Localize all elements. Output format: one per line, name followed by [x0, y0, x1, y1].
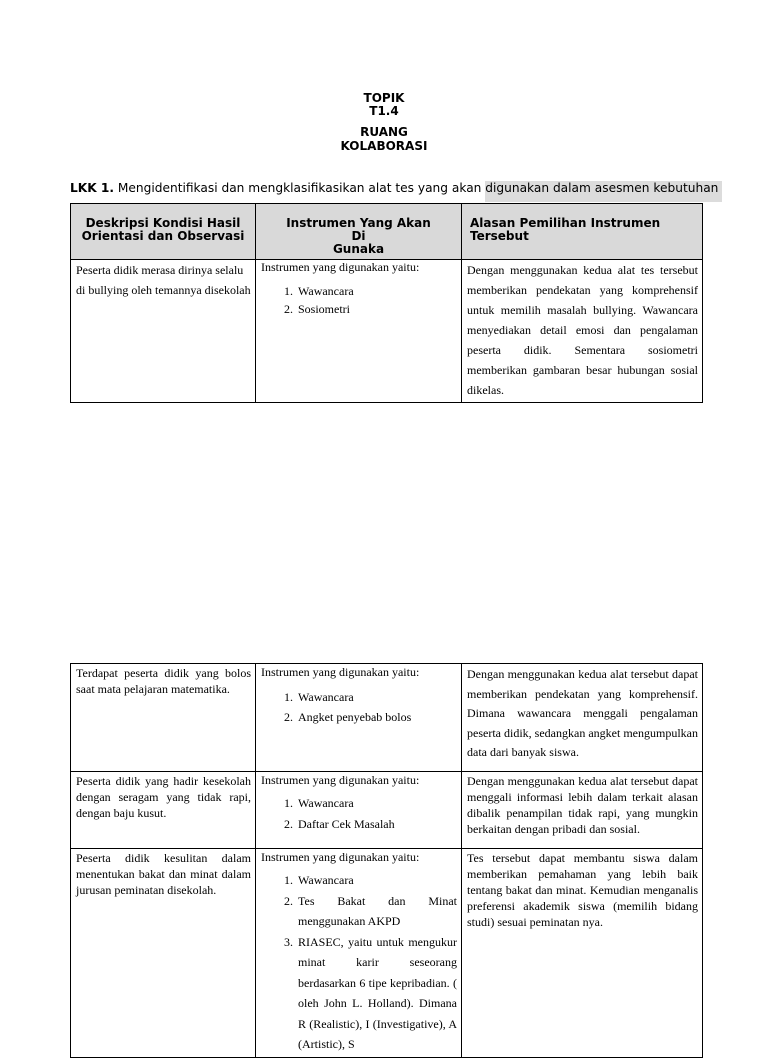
instrumen-list: [261, 282, 457, 318]
alasan-cell: Dengan menggunakan kedua alat tersebut dapat memberikan pendekatan yang komprehensif. Dimana wawancara menggali pengalaman peserta didik, sedangkan angket mengumpulkan data dari banyak siswa.: [462, 664, 703, 772]
instrumen-cell: [256, 772, 462, 849]
header-alasan-line1: Alasan Pemilihan Instrumen: [470, 216, 661, 230]
list-item: 1. Wawancara: [296, 870, 457, 891]
topic-code: T1.4: [369, 104, 399, 118]
list-item: 2. Sosiometri: [296, 300, 457, 318]
section-title-line1: RUANG: [360, 125, 408, 139]
instrumen-intro: Instrumen yang digunakan yaitu:: [261, 773, 420, 787]
list-item: 1. Wawancara: [296, 793, 457, 814]
header-instrumen-line1: Instrumen Yang Akan: [286, 216, 431, 230]
kondisi-cell: Peserta didik yang hadir kesekolah dengan seragam yang tidak rapi, dengan baju kusut.: [71, 772, 256, 849]
list-item: 1. Wawancara: [296, 282, 457, 300]
header-instrumen: [256, 204, 462, 260]
list-item: 3. RIASEC, yaitu untuk mengukur minat karir seseorang berdasarkan 6 tipe kepribadian. ( oleh John L. Holland). Dimana R (Realistic), I (Investigative), A (Artistic), S: [296, 932, 457, 1055]
table-row: [71, 664, 703, 772]
list-item: 2. Daftar Cek Masalah: [296, 814, 457, 835]
instrumen-list: [261, 793, 457, 835]
instrumen-cell: [256, 260, 462, 403]
instrumen-intro: Instrumen yang digunakan yaitu:: [261, 665, 420, 679]
table-header-row: [71, 204, 703, 260]
instrumen-cell: [256, 664, 462, 772]
list-item: 2. Angket penyebab bolos: [296, 707, 457, 727]
assessment-table-part1: [70, 203, 703, 403]
list-item: 1. Wawancara: [296, 687, 457, 707]
header-kondisi-line1: Deskripsi Kondisi Hasil: [85, 216, 241, 230]
list-item: 2. Tes Bakat dan Minat menggunakan AKPD: [296, 891, 457, 932]
instrumen-list: [261, 687, 457, 727]
header-alasan-line2: Tersebut: [470, 229, 529, 243]
header-kondisi-line2: Orientasi dan Observasi: [81, 229, 245, 243]
instrumen-intro: Instrumen yang digunakan yaitu:: [261, 260, 420, 274]
assessment-table-part2: [70, 663, 703, 1058]
header-instrumen-line2: Di: [351, 229, 366, 243]
instrumen-list: [261, 870, 457, 1055]
header-kondisi: [71, 204, 256, 260]
alasan-cell: Dengan menggunakan kedua alat tes tersebut memberikan pendekatan yang komprehensif untuk memilih masalah bullying. Wawancara menyediakan detail emosi dan pengalaman peserta didik. Sementara sosiometri memberikan gambaran besar hubungan sosial dikelas.: [462, 260, 703, 403]
topic-label: TOPIK: [363, 91, 405, 105]
alasan-cell: Dengan menggunakan kedua alat tersebut dapat menggali informasi lebih dalam terkait alasan dibalik penampilan tidak rapi, yang mungkin berkaitan dengan pribadi dan sosial.: [462, 772, 703, 849]
table-row: [71, 849, 703, 1058]
section-title-line2: KOLABORASI: [340, 139, 428, 153]
lkk-text: Mengidentifikasi dan mengklasifikasikan alat tes yang akan: [114, 181, 486, 195]
table-row: [71, 260, 703, 403]
instrumen-intro: Instrumen yang digunakan yaitu:: [261, 850, 420, 864]
kondisi-cell: Peserta didik kesulitan dalam menentukan bakat dan minat dalam jurusan peminatan disekolah.: [71, 849, 256, 1058]
instrumen-cell: [256, 849, 462, 1058]
kondisi-cell: Terdapat peserta didik yang bolos saat mata pelajaran matematika.: [71, 664, 256, 772]
header-alasan: [462, 204, 703, 260]
header-instrumen-line3: Gunaka: [332, 242, 385, 256]
lkk-text-highlight: digunakan dalam asesmen kebutuhan: [485, 181, 722, 202]
table-row: [71, 772, 703, 849]
lkk-label: LKK 1.: [70, 181, 115, 195]
kondisi-cell: Peserta didik merasa dirinya selalu di bullying oleh temannya disekolah: [71, 260, 256, 403]
alasan-cell: Tes tersebut dapat membantu siswa dalam memberikan pemahaman yang lebih baik tentang bakat dan minat. Kemudian menganalis preferensi akademik siswa (memilih bidang studi) sesuai peminatan nya.: [462, 849, 703, 1058]
lkk-instruction: [70, 181, 719, 195]
